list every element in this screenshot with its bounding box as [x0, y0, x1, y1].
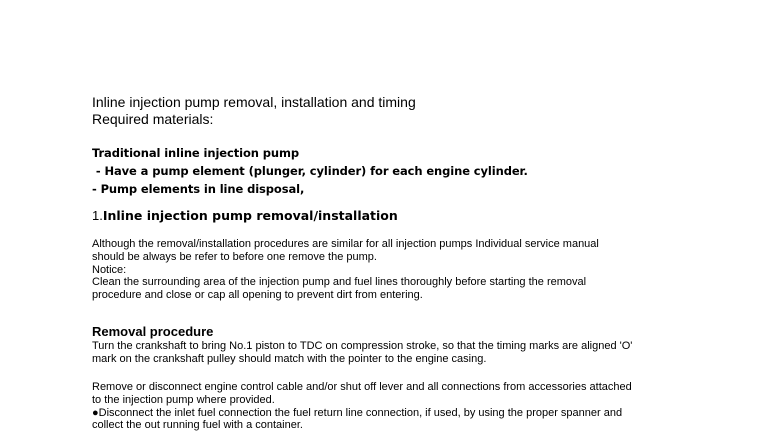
materials-item: - Pump elements in line disposal, — [92, 182, 305, 196]
paragraph-line: collect the out running fuel with a container. — [92, 419, 303, 432]
materials-list — [92, 144, 528, 198]
section-title: Inline injection pump removal/installation — [102, 208, 398, 223]
intro-paragraph — [92, 238, 712, 302]
paragraph-line: should be always be refer to before one remove the pump. — [92, 250, 377, 263]
removal-paragraph-2 — [92, 381, 712, 432]
paragraph-line: Although the removal/installation procedures are similar for all injection pumps Individual service manual — [92, 238, 599, 250]
materials-item: - Have a pump element (plunger, cylinder) for each engine cylinder. — [92, 164, 528, 178]
paragraph-line: procedure and close or cap all opening to prevent dirt from entering. — [92, 289, 423, 302]
required-materials-label: Required materials: — [92, 111, 214, 127]
document-title-block — [92, 94, 416, 128]
materials-item: Traditional inline injection pump — [92, 146, 299, 160]
removal-paragraph-1 — [92, 340, 712, 366]
paragraph-line: Remove or disconnect engine control cable and/or shut off lever and all connections from accessories attached — [92, 381, 632, 393]
section-number: 1. — [92, 208, 103, 223]
paragraph-line: Turn the crankshaft to bring No.1 piston to TDC on compression stroke, so that the timing marks are aligned 'O' — [92, 340, 633, 352]
notice-label: Notice: — [92, 263, 127, 276]
bullet-line: ●Disconnect the inlet fuel connection the fuel return line connection, if used, by using the proper spanner and — [92, 406, 623, 419]
section-heading — [92, 208, 398, 224]
removal-procedure-heading: Removal procedure — [92, 324, 214, 339]
paragraph-line: Clean the surrounding area of the injection pump and fuel lines thoroughly before starting the removal — [92, 276, 587, 289]
paragraph-line: to the injection pump where provided. — [92, 393, 275, 406]
document-title: Inline injection pump removal, installation and timing — [92, 94, 416, 110]
paragraph-line: mark on the crankshaft pulley should match with the pointer to the engine casing. — [92, 352, 487, 365]
